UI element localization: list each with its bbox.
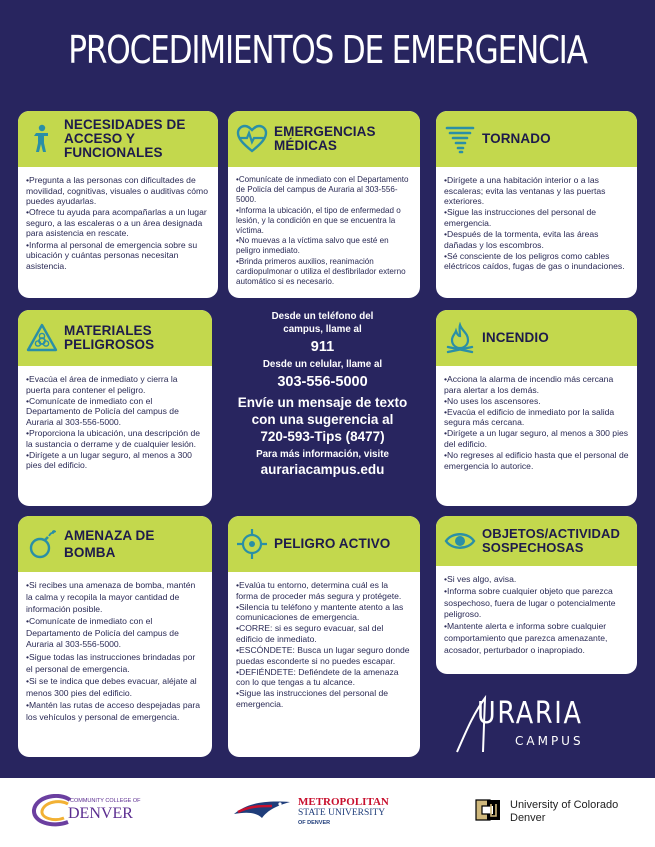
heartbeat-icon (236, 123, 268, 155)
accessibility-person-icon (26, 123, 58, 155)
card-body (18, 167, 218, 278)
list-item: •Comunícate de inmediato con el Departamento de Policía del campus de Auraria al 303-556-5000. (236, 175, 409, 204)
emergency-contact-panel (224, 310, 421, 502)
card-header (18, 516, 212, 572)
card-hazmat (18, 310, 212, 506)
card-access-needs (18, 111, 218, 298)
list-item: •Si recibes una amenaza de bomba, mantén la calma y recopila la mayor cantidad de información posible. (26, 580, 196, 614)
list-item: •Evalúa tu entorno, determina cuál es la forma de proceder más segura y protégete. (236, 580, 402, 601)
page-title: PROCEDIMIENTOS DE EMERGENCIA (68, 28, 587, 72)
card-title: OBJETOS/ACTIVIDAD SOSPECHOSAS (482, 526, 620, 555)
card-title: TORNADO (482, 131, 551, 146)
msu-line1: METROPOLITAN (298, 796, 389, 808)
list-item: •Sigue las instrucciones del personal de emergencia. (236, 688, 389, 710)
tips-number: 720-593-Tips (8477) (260, 429, 385, 444)
eye-icon (444, 525, 476, 557)
card-header (18, 310, 212, 366)
list-item: •DEFIÉNDETE: Defiéndete de la amenaza con lo que tengas a tu alcance. (236, 666, 399, 688)
list-item: •Proporciona la ubicación, una descripción de la sustancia o derrame y de cualquier lesión. (26, 427, 201, 449)
list-item: •Mantén las rutas de acceso despejadas para los vehículos y personal de emergencia. (26, 699, 201, 722)
card-header (436, 310, 637, 366)
card-header (436, 111, 637, 167)
list-item: •Comunícate de inmediato con el Departamento de Policía del campus de Auraria al 303-556-5000. (26, 615, 179, 650)
card-title: EMERGENCIAS MÉDICAS (274, 124, 376, 153)
card-active-threat (228, 516, 420, 757)
list-item: •Dirígete a una habitación interior o a las escaleras; evita las ventanas y las puertas exteriores. (444, 175, 606, 207)
card-body (436, 566, 637, 663)
list-item: •Informa la ubicación, el tipo de enfermedad o lesión, y la condición en que se encuentra la víctima. (236, 205, 401, 235)
msu-line3: OF DENVER (298, 820, 331, 826)
list-item: •Dirígete a un lugar seguro, al menos a 300 pies del edificio. (444, 428, 629, 450)
card-body (436, 366, 637, 478)
cu-line1: University of Colorado (510, 799, 619, 811)
police-number: 303-556-5000 (277, 374, 368, 390)
card-header (18, 111, 218, 167)
card-title: MATERIALES PELIGROSOS (64, 323, 155, 352)
list-item: •Comunícate de inmediato con el Departamento de Policía del campus de Auraria al 303-556-5000. (26, 395, 179, 427)
list-item: •ESCÓNDETE: Busca un lugar seguro donde puedas esconderte si no puedes escapar. (236, 645, 410, 666)
list-item: •No regreses al edificio hasta que el personal de emergencia lo autorice. (444, 450, 629, 471)
card-medical (228, 111, 420, 298)
biohazard-icon (26, 322, 58, 354)
list-item: •Informa sobre cualquier objeto que parezca sospechoso, fuera de lugar o potencialmente peligroso. (444, 586, 616, 620)
auraria-campus-logo (455, 690, 615, 760)
list-item: •Sigue todas las instrucciones brindadas por el personal de emergencia. (26, 651, 196, 674)
list-item: •Informa al personal de emergencia sobre su ubicación y cuántas personas necesitan asistencia. (26, 239, 198, 271)
card-body (18, 572, 212, 730)
card-title: AMENAZA DE BOMBA (64, 528, 155, 560)
fire-icon (444, 322, 476, 354)
contact-line: Desde un celular, llame al (262, 359, 383, 370)
list-item: •Dirígete a un lugar seguro, al menos a 300 pies del edificio. (26, 449, 192, 471)
text-tip-line: con una sugerencia al (251, 412, 394, 427)
card-bomb-threat (18, 516, 212, 757)
list-item: •No muevas a la víctima salvo que esté en peligro inmediato. (236, 236, 389, 255)
contact-line: campus, llame al (283, 324, 362, 335)
list-item: •Mantente alerta e informa sobre cualquier comportamiento que parezca amenazante, acosador, perturbador o inapropiado. (444, 621, 608, 655)
list-item: •Acciona la alarma de incendio más cercana para alertar a los demás. (444, 374, 614, 395)
card-body (228, 572, 420, 716)
card-title: NECESIDADES DE ACCESO Y FUNCIONALES (64, 117, 186, 160)
list-item: •Ofrece tu ayuda para acompañarlas a un lugar seguro, a las escaleras o a un área designada para asistencia en rescate. (26, 207, 207, 239)
ccd-top-text: COMMUNITY COLLEGE OF (70, 798, 141, 804)
text-tip-line: Envíe un mensaje de texto (237, 395, 408, 410)
list-item: •Después de la tormenta, evita las áreas dañadas y los escombros. (444, 228, 599, 250)
list-item: •CORRE: si es seguro evacuar, sal del edificio de inmediato. (236, 623, 384, 644)
list-item: •Evacúa el edificio de inmediato por la salida segura más cercana. (444, 406, 615, 428)
auraria-campus-word: CAMPUS (515, 734, 584, 748)
list-item: •Silencia tu teléfono y mantente atento a las comunicaciones de emergencia. (236, 601, 404, 623)
roadrunner-icon (232, 796, 292, 826)
msu-line2: STATE UNIVERSITY (298, 808, 386, 818)
crosshair-icon (236, 528, 268, 560)
auraria-wordmark: URARIA (477, 696, 583, 731)
tornado-icon (444, 123, 476, 155)
list-item: •No uses los ascensores. (444, 395, 541, 406)
cu-line2: Denver (510, 812, 546, 824)
card-fire (436, 310, 637, 506)
list-item: •Si ves algo, avisa. (444, 574, 517, 584)
card-suspicious-activity (436, 516, 637, 674)
list-item: •Evacúa el área de inmediato y cierra la puerta para contener el peligro. (26, 374, 178, 395)
emergency-number: 911 (310, 339, 335, 355)
ccd-logo (30, 792, 160, 832)
msu-denver-logo (232, 792, 412, 832)
card-title: PELIGRO ACTIVO (274, 536, 391, 551)
card-tornado (436, 111, 637, 298)
card-header (228, 111, 420, 167)
list-item: •Brinda primeros auxilios, reanimación cardiopulmonar o utiliza el desfibrilador externo automático si es necesario. (236, 256, 406, 286)
card-header (436, 516, 637, 566)
list-item: •Pregunta a las personas con dificultades de movilidad, cognitivas, visuales o auditivas cómo puedes ayudarlas. (26, 175, 208, 207)
bomb-icon (26, 528, 58, 560)
website-link[interactable]: aurariacampus.edu (260, 462, 385, 477)
list-item: •Si se te indica que debes evacuar, aléjate al menos 300 pies del edificio. (26, 675, 197, 698)
card-header (228, 516, 420, 572)
ccd-name-text: DENVER (68, 805, 133, 822)
contact-line: Para más información, visite (256, 449, 389, 460)
card-body (436, 167, 637, 278)
list-item: •Sé consciente de los peligros como cables eléctricos caídos, fugas de gas o inundaciones. (444, 250, 625, 272)
contact-line: Desde un teléfono del (271, 311, 374, 322)
cu-mark-icon (474, 796, 502, 824)
card-title: INCENDIO (482, 330, 549, 345)
card-body (18, 366, 212, 477)
list-item: •Sigue las instrucciones del personal de emergencia. (444, 207, 597, 228)
card-body (228, 167, 420, 293)
cu-denver-logo (474, 792, 644, 832)
